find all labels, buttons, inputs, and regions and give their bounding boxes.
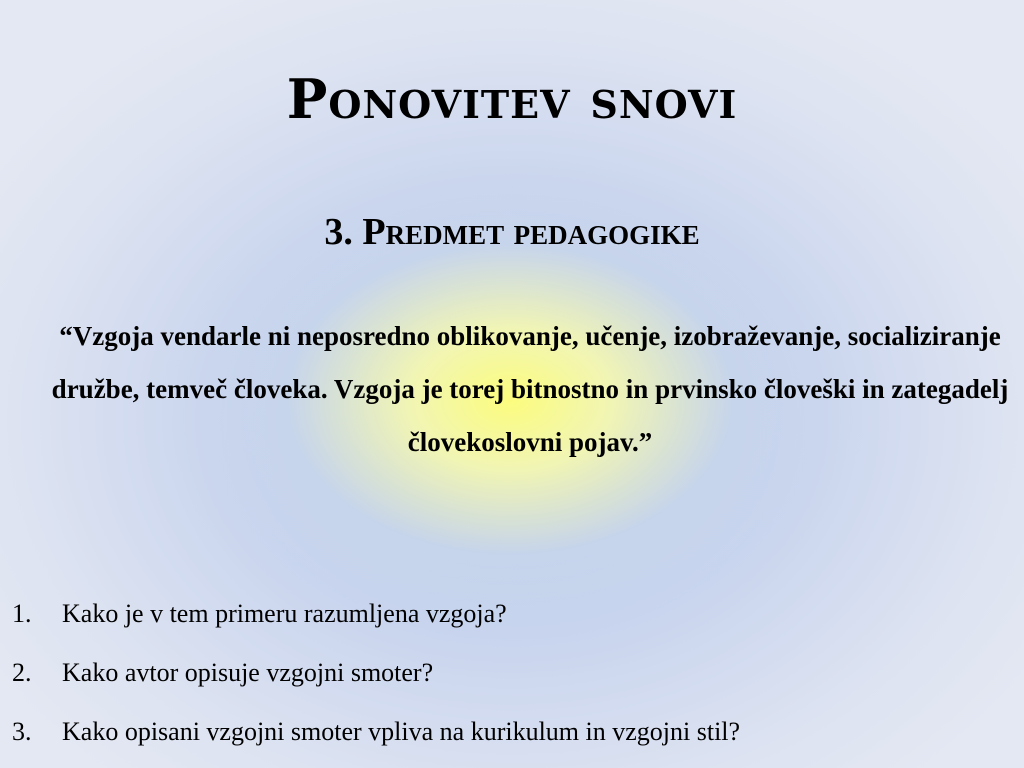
question-item: [0, 702, 1024, 761]
question-text: Kako je v tem primeru razumljena vzgoja?: [62, 599, 507, 628]
question-list: [0, 584, 1024, 761]
question-text: Kako opisani vzgojni smoter vpliva na kurikulum in vzgojni stil?: [62, 717, 741, 746]
question-item: [0, 584, 1024, 643]
question-text: Kako avtor opisuje vzgojni smoter?: [62, 658, 434, 687]
question-number: 1.: [12, 599, 32, 628]
question-number: 3.: [12, 717, 32, 746]
slide-subtitle: 3. Predmet pedagogike: [324, 211, 700, 253]
quote-text: “Vzgoja vendarle ni neposredno oblikovanje, učenje, izobraževanje, socializiranje družbe, temveč človeka. Vzgoja je torej bitnostno in prvinsko človeški in zategadelj človekoslovni pojav.”: [51, 321, 1009, 457]
question-item: [0, 643, 1024, 702]
slide-title: Ponovitev snovi: [286, 67, 738, 131]
question-number: 2.: [12, 658, 32, 687]
